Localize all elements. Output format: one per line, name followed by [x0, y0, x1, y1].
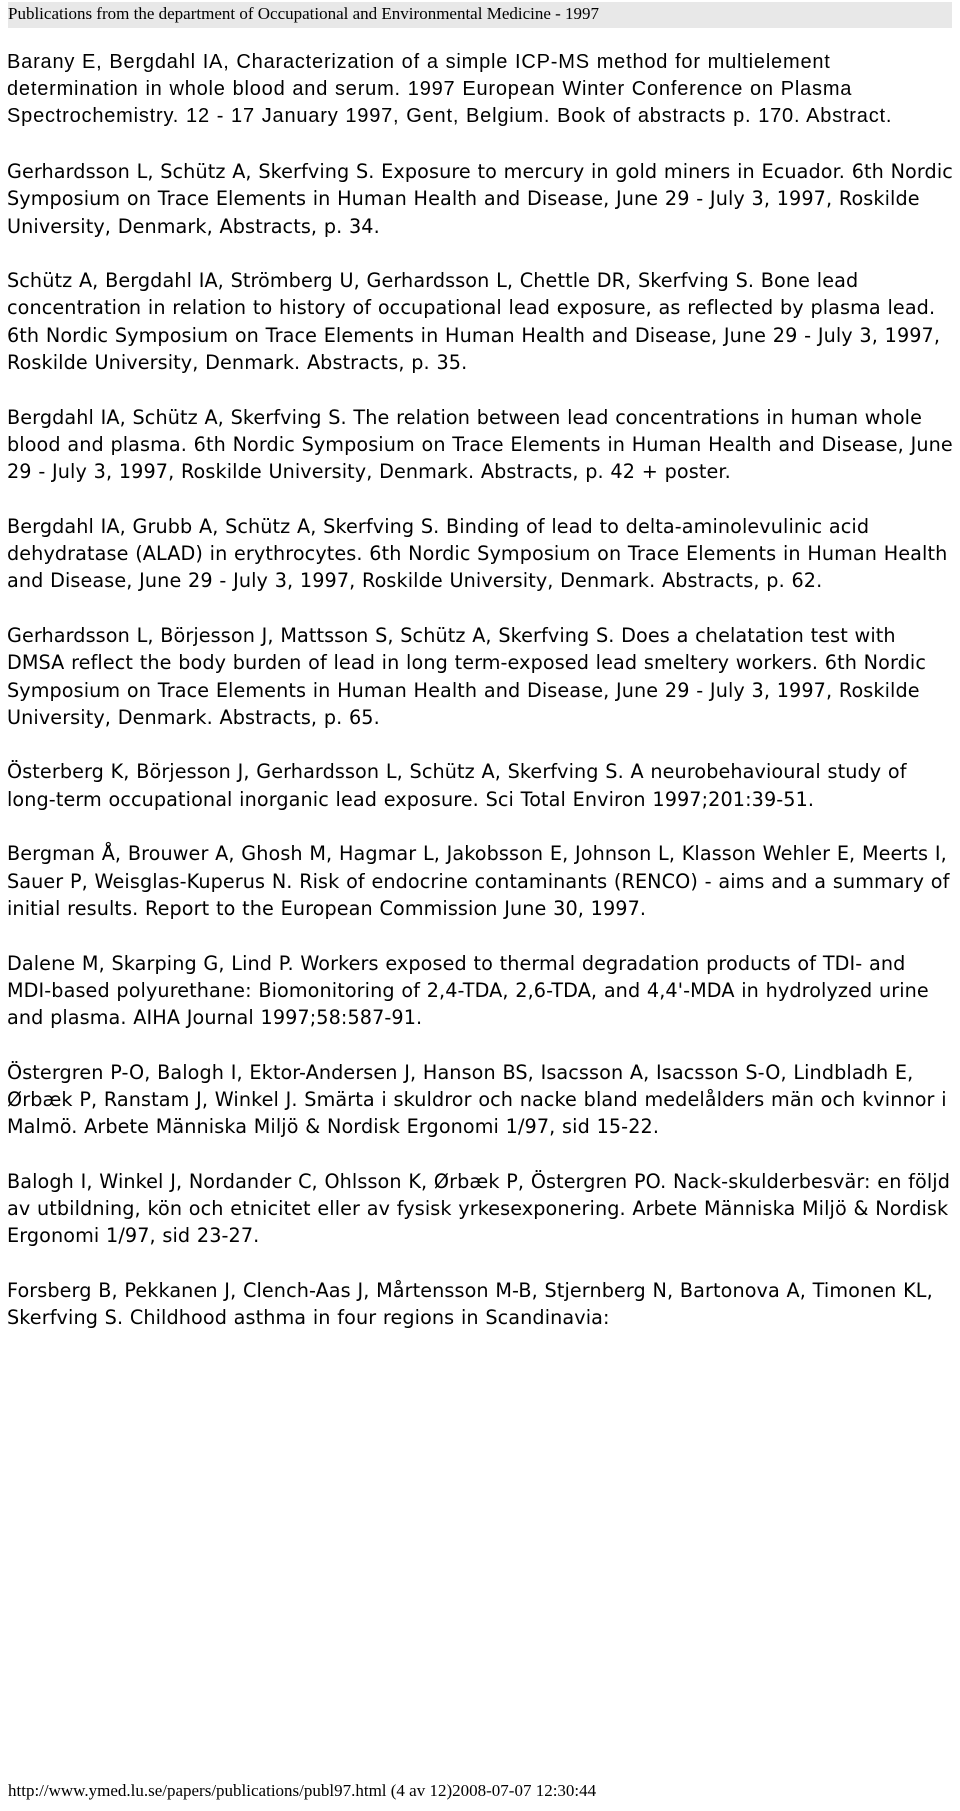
publication-entry: Bergdahl IA, Grubb A, Schütz A, Skerfving S. Binding of lead to delta-aminolevulinic acid dehydratase (ALAD) in erythrocytes. 6th Nordic Symposium on Trace Elements in Human Health and Disease, June 29 - July 3, 1997, Roskilde University, Denmark. Abstracts, p. 62. [7, 514, 948, 593]
publication-entry: Forsberg B, Pekkanen J, Clench-Aas J, Mårtensson M-B, Stjernberg N, Bartonova A, Timonen KL, Skerfving S. Childhood asthma in four regions in Scandinavia: [7, 1279, 933, 1330]
publication-list [7, 49, 955, 1359]
publication-entry: Bergman Å, Brouwer A, Ghosh M, Hagmar L, Jakobsson E, Johnson L, Klasson Wehler E, Meerts I, Sauer P, Weisglas-Kuperus N. Risk of endocrine contaminants (RENCO) - aims and a summary of initial results. Report to the European Commission June 30, 1997. [7, 842, 950, 920]
publication-entry: Gerhardsson L, Schütz A, Skerfving S. Exposure to mercury in gold miners in Ecuador. 6th Nordic Symposium on Trace Elements in Human Health and Disease, June 29 - July 3, 1997, Roskilde University, Denmark, Abstracts, p. 34. [7, 159, 953, 238]
publication-entry: Barany E, Bergdahl IA, Characterization of a simple ICP-MS method for multielement determination in whole blood and serum. 1997 European Winter Conference on Plasma Spectrochemistry. 12 - 17 January 1997, Gent, Belgium. Book of abstracts p. 170. Abstract. [7, 51, 893, 128]
publication-entry: Bergdahl IA, Schütz A, Skerfving S. The relation between lead concentrations in human whole blood and plasma. 6th Nordic Symposium on Trace Elements in Human Health and Disease, June 29 - July 3, 1997, Roskilde University, Denmark. Abstracts, p. 42 + poster. [7, 405, 953, 484]
publication-entry: Österberg K, Börjesson J, Gerhardsson L, Schütz A, Skerfving S. A neurobehavioural study of long-term occupational inorganic lead exposure. Sci Total Environ 1997;201:39-51. [7, 760, 907, 811]
page-footer [8, 1780, 952, 1802]
page-header [8, 2, 952, 28]
page-url: http://www.ymed.lu.se/papers/publications/publ97.html (4 av 12)2008-07-07 12:30:44 [8, 1781, 597, 1800]
publication-entry: Gerhardsson L, Börjesson J, Mattsson S, Schütz A, Skerfving S. Does a chelatation test with DMSA reflect the body burden of lead in long term-exposed lead smeltery workers. 6th Nordic Symposium on Trace Elements in Human Health and Disease, June 29 - July 3, 1997, Roskilde University, Denmark. Abstracts, p. 65. [7, 623, 926, 729]
page-title: Publications from the department of Occupational and Environmental Medicine - 1997 [8, 4, 600, 23]
publication-entry: Balogh I, Winkel J, Nordander C, Ohlsson K, Ørbæk P, Östergren PO. Nack-skulderbesvär: en följd av utbildning, kön och etnicitet eller av fysisk yrkesexponering. Arbete Människa Miljö & Nordisk Ergonomi 1/97, sid 23-27. [7, 1169, 950, 1248]
publication-entry: Dalene M, Skarping G, Lind P. Workers exposed to thermal degradation products of TDI- and MDI-based polyurethane: Biomonitoring of 2,4-TDA, 2,6-TDA, and 4,4'-MDA in hydrolyzed urine and plasma. AIHA Journal 1997;58:587-91. [7, 951, 929, 1030]
publication-entry: Schütz A, Bergdahl IA, Strömberg U, Gerhardsson L, Chettle DR, Skerfving S. Bone lead concentration in relation to history of occupational lead exposure, as reflected by plasma lead. 6th Nordic Symposium on Trace Elements in Human Health and Disease, June 29 - July 3, 1997, Roskilde University, Denmark. Abstracts, p. 35. [7, 269, 941, 374]
publication-entry: Östergren P-O, Balogh I, Ektor-Andersen J, Hanson BS, Isacsson A, Isacsson S-O, Lindbladh E, Ørbæk P, Ranstam J, Winkel J. Smärta i skuldror och nacke bland medelålders män och kvinnor i Malmö. Arbete Människa Miljö & Nordisk Ergonomi 1/97, sid 15-22. [7, 1060, 947, 1139]
